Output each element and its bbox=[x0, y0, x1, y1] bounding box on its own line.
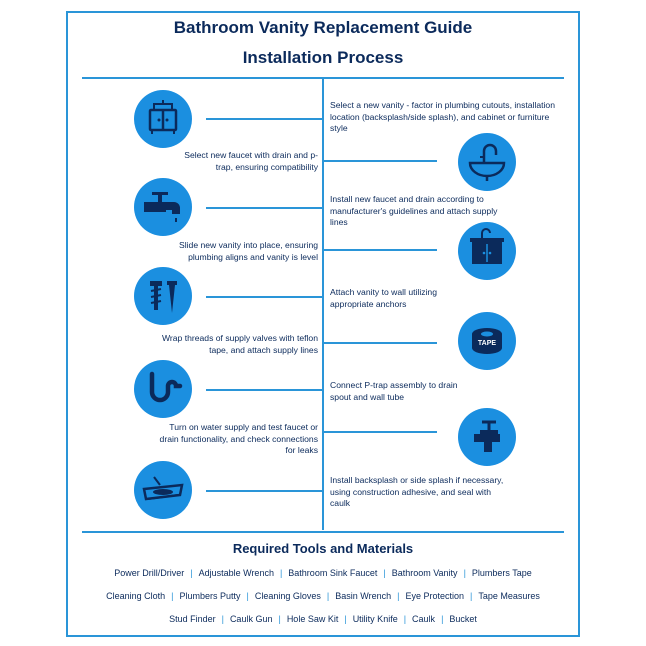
step-text: Select a new vanity - factor in plumbing cutouts, installation location (backsplash/side splash), and cabinet or furniture style bbox=[330, 100, 555, 133]
step-text: Connect P-trap assembly to drain spout and wall tube bbox=[330, 380, 458, 402]
tools-divider bbox=[82, 531, 564, 533]
tools-row bbox=[70, 614, 576, 624]
step-text: Slide new vanity into place, ensuring plumbing aligns and vanity is level bbox=[178, 240, 318, 262]
water-valve-icon bbox=[458, 408, 516, 466]
step-text: Turn on water supply and test faucet or drain functionality, and check connections for leaks bbox=[159, 422, 318, 455]
step-text: Wrap threads of supply valves with teflon tape, and attach supply lines bbox=[161, 333, 318, 355]
tool-item: Tape Measures bbox=[478, 591, 540, 601]
sink-faucet-icon bbox=[458, 133, 516, 191]
tool-item: Caulk Gun bbox=[229, 614, 273, 624]
step-connector bbox=[206, 389, 323, 391]
p-trap-icon bbox=[134, 360, 192, 418]
separator: | bbox=[246, 591, 249, 601]
step-text: Select new faucet with drain and p-trap, ensuring compatibility bbox=[184, 150, 318, 172]
vanity-cabinet-icon bbox=[458, 222, 516, 280]
tool-item: Basin Wrench bbox=[335, 591, 392, 601]
tape-roll-icon bbox=[458, 312, 516, 370]
tool-item: Plumbers Tape bbox=[471, 568, 532, 578]
separator: | bbox=[463, 568, 466, 578]
tools-row bbox=[70, 568, 576, 578]
page-title: Bathroom Vanity Replacement Guide bbox=[173, 18, 473, 37]
tool-item: Cleaning Gloves bbox=[254, 591, 321, 601]
vanity-cabinet-icon bbox=[134, 90, 192, 148]
separator: | bbox=[190, 568, 193, 578]
separator: | bbox=[344, 614, 347, 624]
tools-title: Required Tools and Materials bbox=[232, 541, 414, 556]
separator: | bbox=[279, 568, 283, 578]
step-connector bbox=[323, 342, 437, 344]
step-connector bbox=[323, 160, 437, 162]
tool-item: Bathroom Sink Faucet bbox=[288, 568, 378, 578]
step-text: Attach vanity to wall utilizing appropriate anchors bbox=[330, 287, 437, 309]
tool-item: Caulk bbox=[412, 614, 436, 624]
page-subtitle: Installation Process bbox=[242, 48, 404, 67]
step-connector bbox=[206, 118, 323, 120]
screw-anchor-icon bbox=[134, 267, 192, 325]
tool-item: Hole Saw Kit bbox=[286, 614, 339, 624]
separator: | bbox=[326, 591, 330, 601]
tool-item: Bathroom Vanity bbox=[391, 568, 458, 578]
tool-item: Plumbers Putty bbox=[179, 591, 241, 601]
faucet-tap-icon bbox=[134, 178, 192, 236]
tool-item: Stud Finder bbox=[169, 614, 216, 624]
separator: | bbox=[403, 614, 407, 624]
step-text: Install backsplash or side splash if necessary, using construction adhesive, and seal with caulk bbox=[330, 475, 504, 508]
step-connector bbox=[323, 431, 437, 433]
tool-item: Power Drill/Driver bbox=[114, 568, 185, 578]
separator: | bbox=[171, 591, 174, 601]
tools-row bbox=[70, 591, 576, 601]
step-connector bbox=[323, 249, 437, 251]
tool-item: Utility Knife bbox=[352, 614, 398, 624]
separator: | bbox=[383, 568, 386, 578]
step-connector bbox=[206, 490, 323, 492]
separator: | bbox=[397, 591, 400, 601]
tool-item: Eye Protection bbox=[405, 591, 464, 601]
tool-item: Bucket bbox=[449, 614, 477, 624]
separator: | bbox=[441, 614, 444, 624]
step-connector bbox=[206, 296, 323, 298]
separator: | bbox=[221, 614, 224, 624]
basin-sink-icon bbox=[134, 461, 192, 519]
tool-item: Adjustable Wrench bbox=[198, 568, 274, 578]
tool-item: Cleaning Cloth bbox=[106, 591, 166, 601]
timeline-axis bbox=[322, 79, 324, 530]
step-connector bbox=[206, 207, 323, 209]
separator: | bbox=[470, 591, 473, 601]
tape-label: TAPE bbox=[477, 340, 497, 347]
separator: | bbox=[278, 614, 281, 624]
step-text: Install new faucet and drain according to manufacturer's guidelines and attach supply lines bbox=[330, 194, 498, 227]
